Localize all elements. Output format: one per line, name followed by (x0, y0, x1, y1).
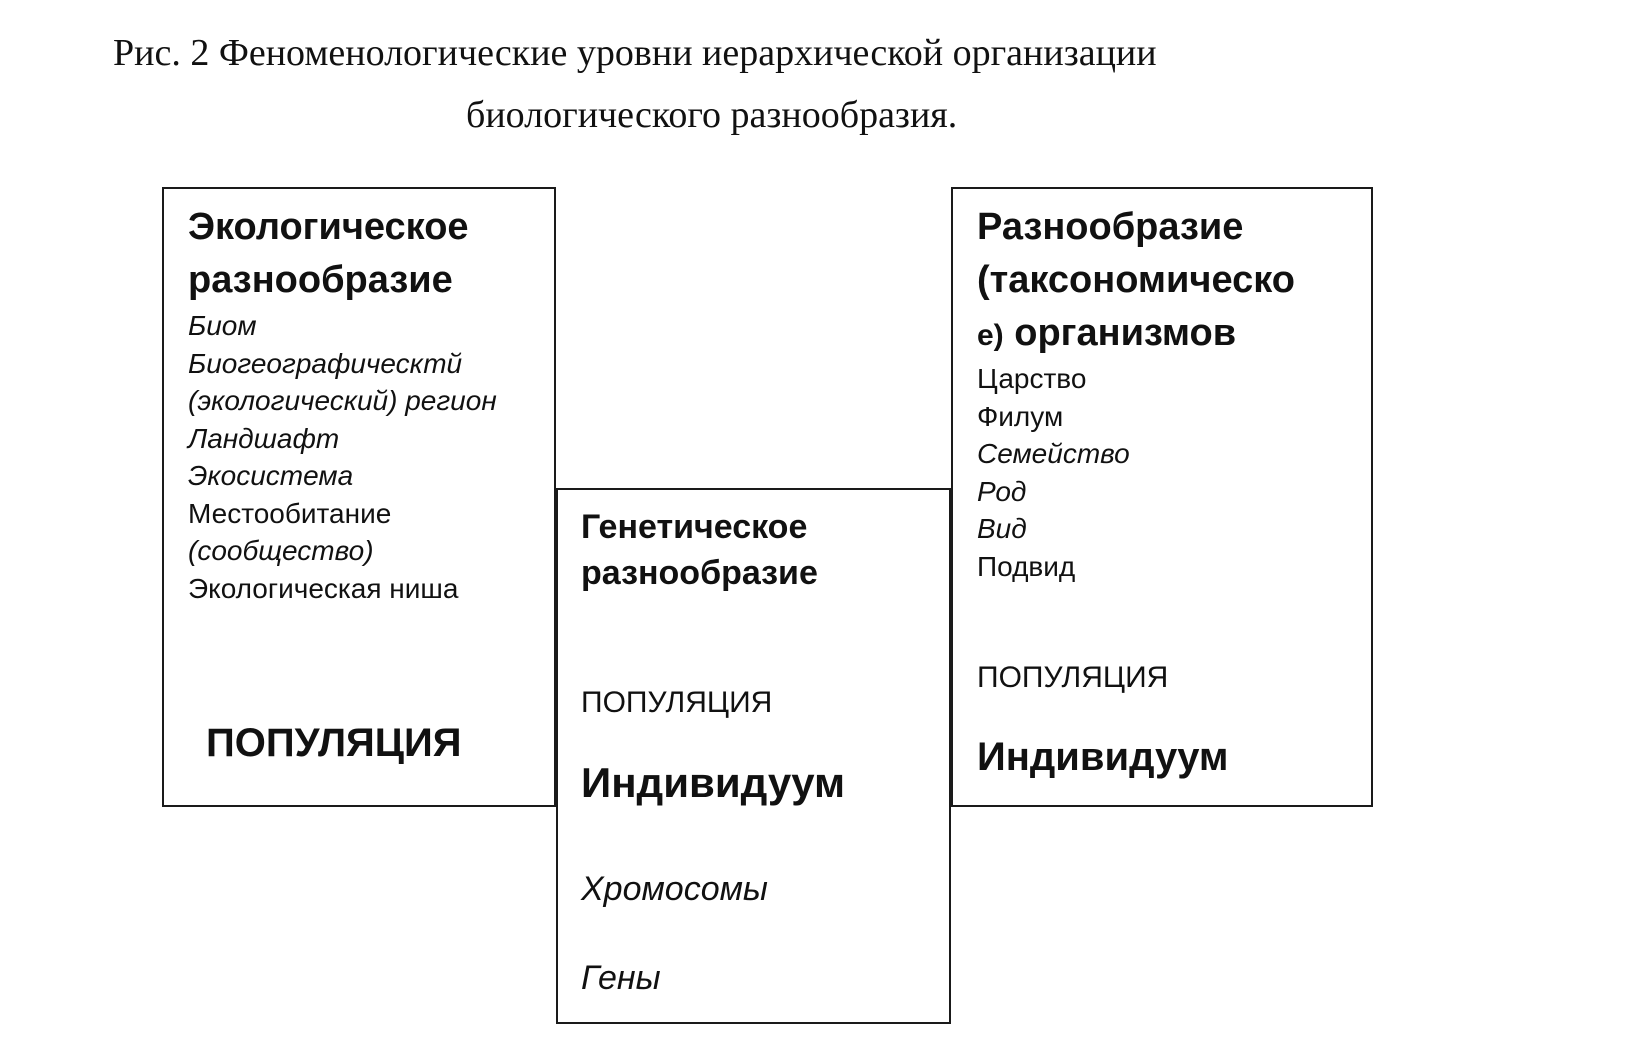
level-item: Род (977, 475, 1027, 507)
taxonomic-individual-label: Индивидуум (977, 735, 1229, 779)
level-item: Экосистема (188, 460, 354, 491)
ecological-population-label: ПОПУЛЯЦИЯ (206, 721, 462, 765)
level-item: Биом (188, 310, 257, 341)
taxonomic-diversity-title: Разнообразие (таксономическо е) организмов (977, 206, 1295, 354)
level-item: Семейство (977, 438, 1130, 469)
level-item: Вид (977, 513, 1027, 544)
level-item: Филум (977, 400, 1064, 432)
ecological-diversity-title: Экологическое разнообразие (188, 206, 469, 301)
ecological-diversity-box (162, 187, 556, 807)
level-item: (сообщество) (188, 535, 374, 566)
caption-line-1: Рис. 2 Феноменологические уровни иерархической организации (113, 32, 1157, 74)
level-item: Подвид (977, 550, 1076, 582)
taxonomic-diversity-box (951, 187, 1373, 807)
genetic-diversity-box (556, 488, 951, 1024)
genetic-individual-label: Индивидуум (581, 759, 846, 806)
level-item: Экологическая ниша (188, 572, 459, 604)
genetic-population-label: ПОПУЛЯЦИЯ (581, 686, 773, 719)
ecological-levels-list (188, 307, 497, 607)
taxonomic-levels-list (977, 360, 1130, 585)
caption-line-2: биологического разнообразия. (466, 94, 958, 136)
level-item: Биогеографическтй (188, 347, 463, 379)
taxonomic-population-label: ПОПУЛЯЦИЯ (977, 661, 1169, 694)
genetic-chromosomes-label: Хромосомы (581, 870, 768, 908)
level-item: (экологический) регион (188, 385, 497, 416)
genetic-genes-label: Гены (581, 959, 661, 997)
level-item: Ландшафт (188, 422, 340, 454)
level-item: Царство (977, 363, 1087, 394)
genetic-diversity-title: Генетическое разнообразие (581, 508, 818, 592)
level-item: Местообитание (188, 497, 392, 529)
